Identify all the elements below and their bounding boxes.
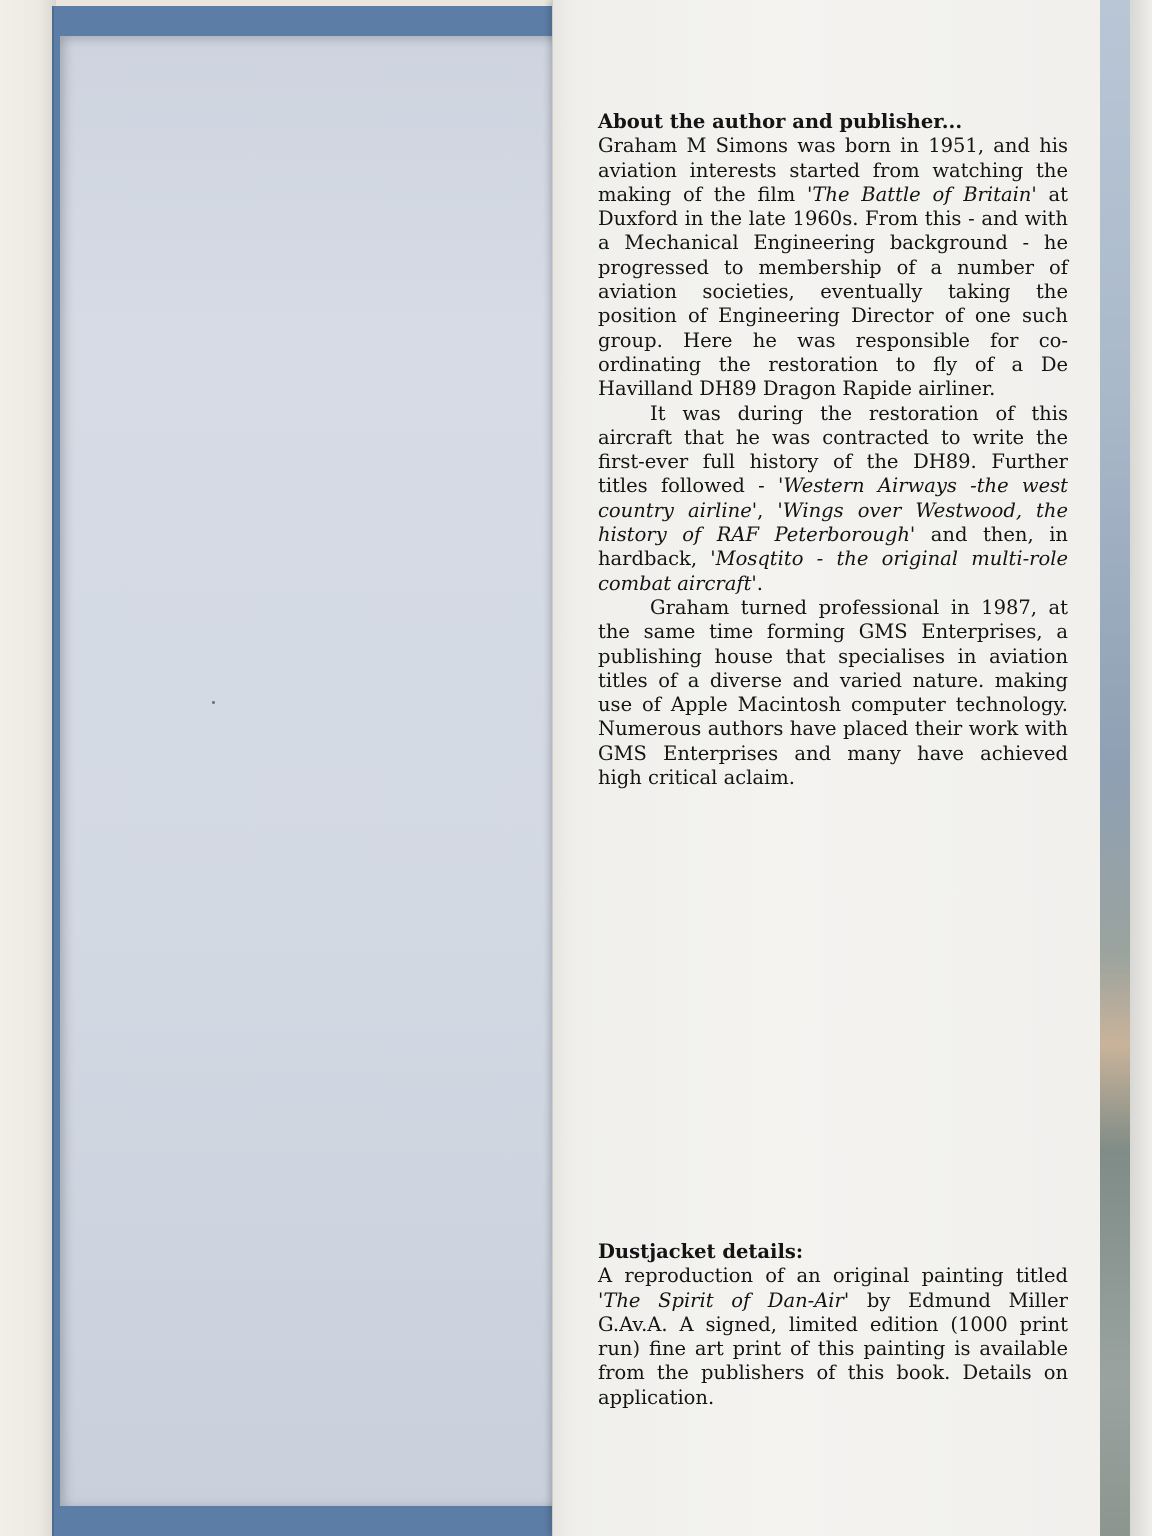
about-paragraph-3: Graham turned professional in 1987, at the same time forming GMS Enterprises, a publishing house that specialises in aviation titles of a diverse and varied nature. making use of Apple Macintosh computer technology. Numerous authors have placed their work with GMS Enterprises and many have achieved high critical aclaim. [598, 595, 1068, 790]
about-p2-end: . [756, 571, 763, 595]
dustjacket-heading: Dustjacket details: [598, 1240, 804, 1263]
dustjacket-text-a: A reproduction of an original painting titled [598, 1264, 1068, 1288]
about-p1-film-title: 'The Battle of Britain' [807, 182, 1037, 206]
dustjacket-painting-title: 'The Spirit of Dan-Air' [598, 1288, 850, 1312]
about-p2-sep: , [757, 498, 778, 522]
about-p2-title-1: 'Western Airways -the west country airline' [598, 474, 1068, 522]
dustjacket-text-b: by Edmund Miller G.Av.A. A signed, limited edition (1000 print run) fine art print of this painting is available from the publishers of this book. Details on application. [598, 1288, 1068, 1409]
about-paragraph-1 [598, 134, 1068, 401]
dustjacket-paragraph [598, 1264, 1068, 1410]
about-p2-text-b: and then, in hardback, [598, 523, 1068, 571]
about-heading: About the author and publisher... [598, 110, 963, 133]
about-p1-rest: at Duxford in the late 1960s. From this - and with a Mechanical Engineering background - he progressed to membership of a number of aviation societies, eventually taking the position of Engineering Director of one such group. Here he was responsible for co-ordinating the restoration to fly of a De Havilland DH89 Dragon Rapide airliner. [598, 182, 1068, 401]
about-p2-text-a: It was during the restoration of this aircraft that he was contracted to write the first-ever full history of the DH89. Further titles followed - [598, 401, 1068, 498]
about-p2-title-2: 'Wings over Westwood, the history of RAF Peterborough' [598, 498, 1068, 547]
dustjacket-cover-strip [1100, 0, 1130, 1536]
about-section [598, 110, 1068, 790]
endpaper [60, 36, 580, 1506]
dustjacket-section [598, 1240, 1068, 1410]
background-surface [1130, 0, 1152, 1536]
about-p2-title-3: 'Mosqtito - the original multi-role combat aircraft' [598, 547, 1069, 595]
about-p1-text: Graham M Simons was born in 1951, and his aviation interests started from watching the making of the film [598, 134, 1068, 206]
about-paragraph-2 [598, 402, 1068, 596]
paper-speck [212, 701, 215, 704]
left-page-edge [0, 0, 56, 1536]
